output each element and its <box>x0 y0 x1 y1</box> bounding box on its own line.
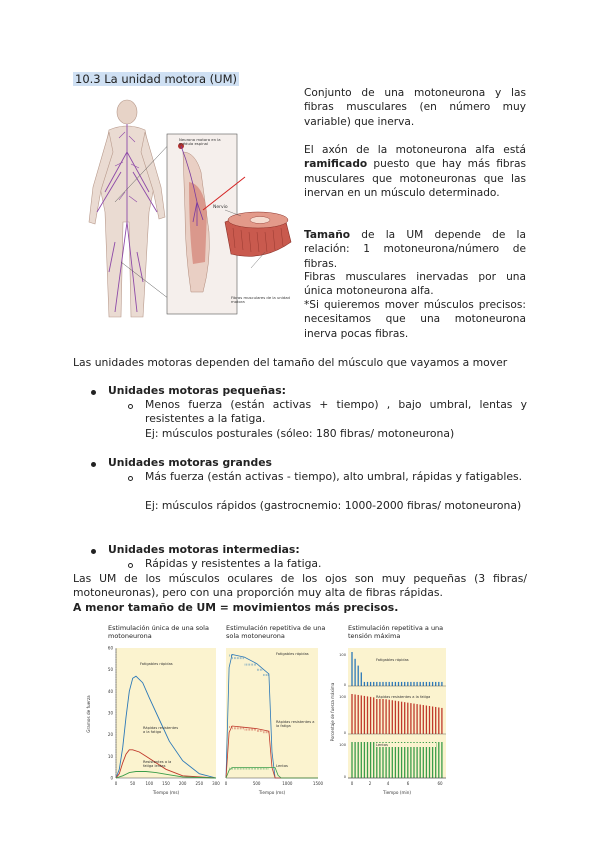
chart2-series-label-text: Fatigables rápidas <box>276 652 309 656</box>
label-nerve: Nervio <box>213 205 228 210</box>
chart1-x-tick: 100 <box>145 781 154 786</box>
chart1-y-tick: 30 <box>107 710 113 716</box>
right-p4: Fibras musculares inervadas por una única motoneurona alfa. <box>304 271 526 298</box>
unit-large-example: Ej: músculos rápidos (gastrocnemio: 1000-2000 fibras/ motoneurona) <box>145 499 522 512</box>
chart1-y-tick: 10 <box>107 753 113 759</box>
chart1-x-tick: 50 <box>130 781 136 786</box>
chart2-x-tick: 500 <box>252 781 261 786</box>
chart3-x-tick: 0 <box>350 781 354 786</box>
chart2-title: Estimulación repetitiva de una sola motoneurona <box>226 625 326 640</box>
motor-unit-illustration <box>85 92 297 320</box>
chart1-x-tick: 0 <box>114 781 118 786</box>
sub-bullet-ring <box>128 404 133 409</box>
chart3-y-tick: 100 <box>339 695 346 699</box>
fiber-type-charts <box>80 622 460 798</box>
chart2-series-label <box>276 720 316 736</box>
intro-paragraph: Las unidades motoras dependen del tamaño del músculo que vayamos a mover <box>73 356 508 369</box>
unit-intermediate-desc: Rápidas y resistentes a la fatiga. <box>145 557 322 570</box>
chart2-x-tick: 0 <box>224 781 228 786</box>
chart3-series-label-text: Lentas <box>376 743 436 747</box>
sub-bullet-ring <box>128 476 133 481</box>
chart3-x-tick: 2 <box>368 781 372 786</box>
section-title: 10.3 La unidad motora (UM) <box>75 72 237 86</box>
chart3-y-tick: 100 <box>339 743 346 747</box>
chart3-series-label-text: Fatigables rápidas <box>376 658 436 662</box>
label-motor-neuron: Neurona motora en la médula espinal <box>179 138 221 147</box>
chart1-xlabel: Tiempo (ms) <box>152 790 180 795</box>
chart3-y-tick: 0 <box>343 731 346 735</box>
chart1-series-label <box>143 760 179 774</box>
chart2-series-label <box>276 764 316 780</box>
chart1-series-label-text: Rápidas resistentes a la fatiga <box>143 726 179 734</box>
chart1-title: Estimulación única de una sola motoneurona <box>108 625 209 640</box>
chart1-series-label <box>140 662 176 676</box>
label-muscle-fibers: Fibras musculares de la unidad motora <box>231 296 290 305</box>
chart2-series-label <box>276 652 316 668</box>
chart3-y-tick: 0 <box>343 775 346 779</box>
chart2-x-tick: 1000 <box>282 781 293 786</box>
chart3-x-tick: 6 <box>406 781 410 786</box>
right-p2: El axón de la motoneurona alfa está ramificado puesto que hay más fibras musculares que motoneuronas que las inervan en un músculo determinado. <box>304 144 526 199</box>
chart1-x-tick: 150 <box>162 781 170 786</box>
chart3-series-label-text: Rápidas resistentes a la fatiga <box>376 695 436 699</box>
chart1-x-tick: 250 <box>195 781 204 786</box>
unit-small-heading: Unidades motoras pequeñas: <box>108 384 286 397</box>
chart3-series-label <box>376 695 436 707</box>
bullet-dot <box>91 549 96 554</box>
chart3-x-tick: 60 <box>437 781 443 786</box>
chart3-series-label <box>376 743 436 755</box>
chart1-series-label-text: Resistentes a la fatiga lentas <box>143 760 172 768</box>
chart3-y-tick: 100 <box>339 653 346 657</box>
chart3-title: Estimulación repetitiva a una tensión máxima <box>348 625 444 640</box>
chart3-y-tick: 0 <box>343 683 346 687</box>
chart1-ylabel: Gramos de fuerza <box>86 695 91 733</box>
chart2-xlabel: Tiempo (ms) <box>258 790 286 795</box>
chart1-y-tick: 60 <box>107 645 113 651</box>
unit-large-heading: Unidades motoras grandes <box>108 456 272 469</box>
unit-intermediate-heading: Unidades motoras intermedias: <box>108 543 300 556</box>
chart1-y-tick: 40 <box>107 688 113 694</box>
chart2-x-tick: 1500 <box>312 781 324 786</box>
chart2-series-label-text: Lentas <box>276 764 288 768</box>
chart2-series-label-text: Rápidas resistentes a la fatiga <box>276 720 315 728</box>
unit-small-desc: Menos fuerza (están activas + tiempo) , bajo umbral, lentas y resistentes a la fatiga. <box>145 398 527 426</box>
right-p1: Conjunto de una motoneurona y las fibras musculares (en número muy variable) que inerva. <box>304 87 526 128</box>
chart1-series-label-text: Fatigables rápidas <box>140 662 173 666</box>
bullet-dot <box>91 390 96 395</box>
chart1-series-label <box>143 726 179 740</box>
chart3-xlabel: Tiempo (min) <box>383 790 411 795</box>
chart1-y-tick: 50 <box>107 667 113 673</box>
chart1-y-tick: 0 <box>110 775 113 781</box>
chart1-x-tick: 300 <box>212 781 220 786</box>
right-p3: Tamaño de la UM depende de la relación: 1 motoneurona/número de fibras. <box>304 229 526 270</box>
chart3-series-label <box>376 658 436 670</box>
ocular-paragraph: Las UM de los músculos oculares de los ojos son muy pequeñas (3 fibras/ motoneuronas), pero con una proporción muy alta de fibras rápidas. <box>73 572 527 600</box>
chart1-x-tick: 200 <box>178 781 187 786</box>
chart3-ylabel: Porcentaje de fuerza máxima <box>330 682 335 742</box>
unit-small-example: Ej: músculos posturales (sóleo: 180 fibras/ motoneurona) <box>145 427 455 440</box>
unit-large-desc: Más fuerza (están activas - tiempo), alto umbral, rápidas y fatigables. <box>145 470 523 483</box>
chart3-x-tick: 4 <box>386 781 390 786</box>
sub-bullet-ring <box>128 563 133 568</box>
motor-unit-figure <box>85 92 297 320</box>
conclusion: A menor tamaño de UM = movimientos más precisos. <box>73 601 399 614</box>
chart1-y-tick: 20 <box>107 732 113 738</box>
bullet-dot <box>91 462 96 467</box>
right-p5: *Si quieremos mover músculos precisos: necesitamos que una motoneurona inerva pocas fibras. <box>304 299 526 340</box>
